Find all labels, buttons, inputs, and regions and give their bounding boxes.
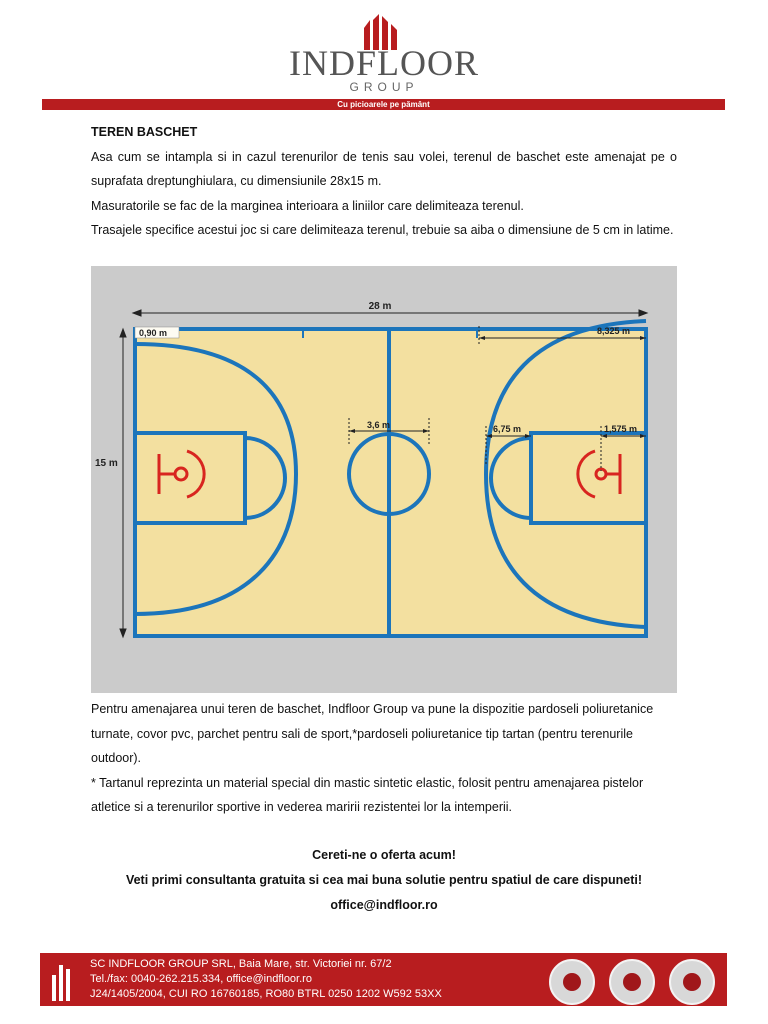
article-title: TEREN BASCHET: [91, 125, 198, 139]
certification-badge-icon: [669, 959, 715, 1005]
certification-badge-icon: [609, 959, 655, 1005]
arrow-up-icon: [120, 329, 126, 337]
footer-line-2: Tel./fax: 0040-262.215.334, office@indfloor.ro: [90, 973, 312, 985]
article: [91, 120, 677, 243]
footer-contact: [90, 957, 442, 1002]
certification-badge-icon: [549, 959, 595, 1005]
arrow-left-icon: [133, 310, 141, 316]
footer-logo-icon: [50, 959, 76, 1001]
brand-name: INDFLOOR: [288, 43, 479, 83]
offer-paragraph-1: Pentru amenajarea unui teren de baschet, Indfloor Group va pune la dispozitie pardoseli poliuretanice turnate, covor pvc, parchet pentru sali de sport,*pardoseli poliuretanice tip tartan (pentru terenurile outdoor).: [91, 702, 654, 765]
arrow-right-icon: [639, 310, 647, 316]
offer-paragraph-2: * Tartanul reprezinta un material special din mastic sintetic elastic, folosit pentru amenajarea pistelor atletice si a terenurilor sportive in vederea maririi rezistentei lor la intemperii.: [91, 775, 644, 814]
call-to-action: [91, 843, 677, 918]
offer-section: [91, 697, 677, 820]
center-circle-label: 3,6 m: [367, 420, 391, 430]
cta-email[interactable]: office@indfloor.ro: [330, 898, 438, 912]
court-diagram: [91, 266, 677, 693]
court-svg: [91, 266, 677, 693]
cta-line-2: Veti primi consultanta gratuita si cea mai buna solutie pentru spatiul de care dispuneti!: [125, 873, 643, 887]
article-paragraph-3: Trasajele specifice acestui joc si care delimiteaza terenul, trebuie sa aiba o dimensiune de 5 cm in latime.: [91, 223, 674, 237]
article-paragraph-1: Asa cum se intampla si in cazul terenurilor de tenis sau volei, terenul de baschet este amenajat pe o suprafata dreptunghiulara, cu dimensiunile 28x15 m.: [91, 149, 677, 188]
three-point-label: 6,75 m: [493, 424, 522, 434]
footer-line-3: J24/1405/2004, CUI RO 16760185, RO80 BTRL 0250 1202 W592 53XX: [90, 988, 442, 1000]
half-court-label: 8,325 m: [597, 326, 631, 336]
article-paragraph-2: Masuratorile se fac de la marginea interioara a liniilor care delimiteaza terenul.: [91, 198, 524, 213]
tagline: Cu picioarele pe pământ: [42, 99, 725, 110]
page-footer: [40, 953, 727, 1006]
brand-group: GROUP: [349, 80, 419, 94]
page-header: [0, 0, 768, 112]
arrow-down-icon: [120, 629, 126, 637]
basket-label: 1,575 m: [604, 424, 638, 434]
edge-label: 0,90 m: [139, 328, 168, 338]
cta-line-1: Cereti-ne o oferta acum!: [312, 848, 456, 862]
footer-line-1: SC INDFLOOR GROUP SRL, Baia Mare, str. Victoriei nr. 67/2: [90, 958, 392, 970]
width-label: 15 m: [95, 458, 118, 469]
length-label: 28 m: [368, 301, 392, 312]
